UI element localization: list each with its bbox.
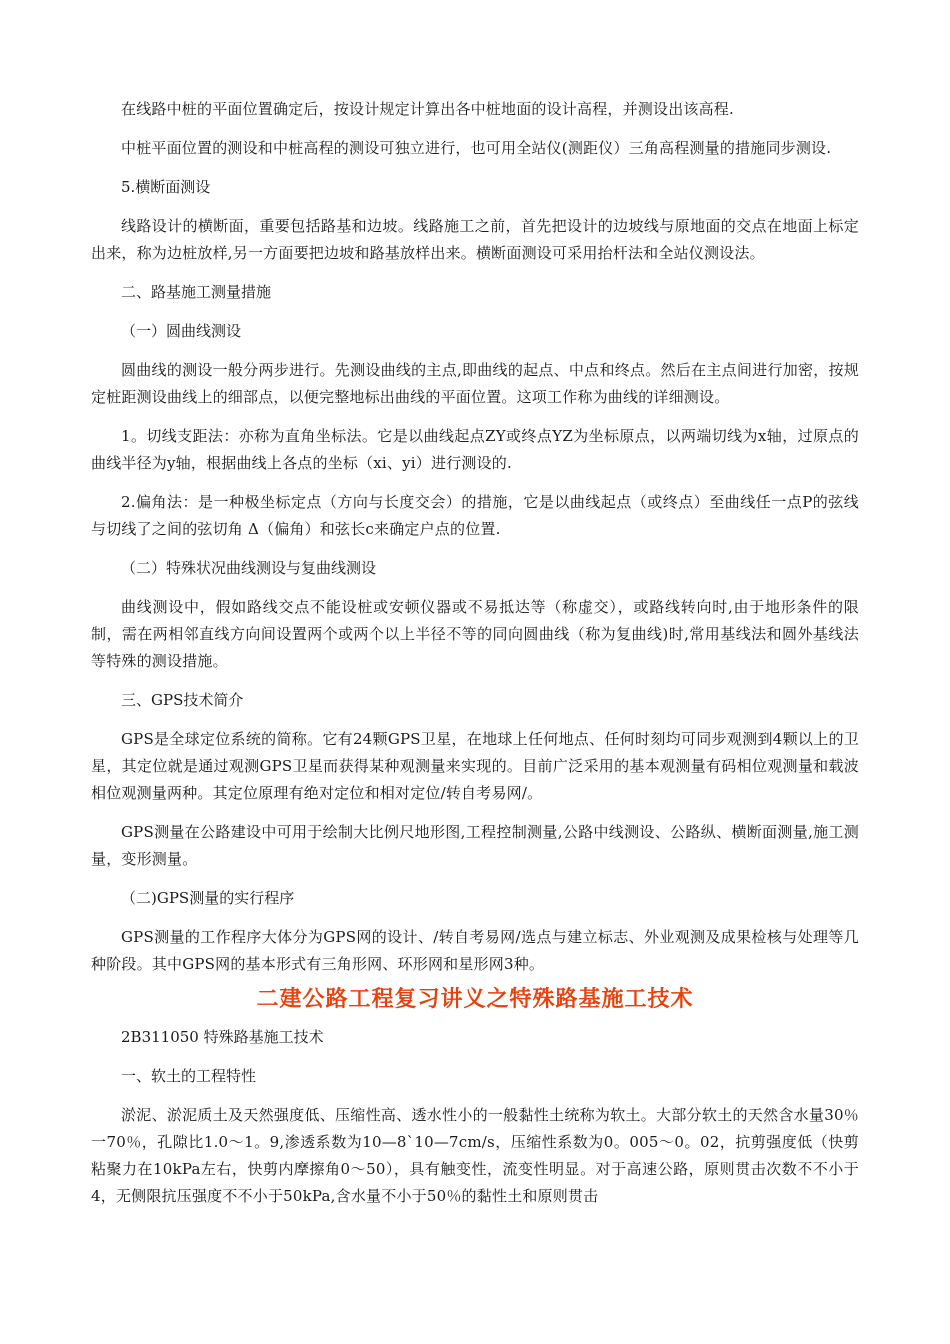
document-title: 二建公路工程复习讲义之特殊路基施工技术 <box>256 987 694 1012</box>
paragraph: 曲线测设中，假如路线交点不能设桩或安顿仪器或不易抵达等（称虚交），或路线转向时,由于地形条件的限制，需在两相邻直线方向间设置两个或两个以上半径不等的同向圆曲线（称为复曲线)时,常用基线法和圆外基线法等特殊的测设措施。 <box>91 598 859 670</box>
section-heading: （一）圆曲线测设 <box>121 322 242 340</box>
section-heading: 5.横断面测设 <box>121 178 211 196</box>
paragraph: 淤泥、淤泥质土及天然强度低、压缩性高、透水性小的一般黏性土统称为软土。大部分软土的天然含水量30％一70％，孔隙比1.0～1。9,渗透系数为10—8`10—7cm/s，压缩性系数为0。005～0。02，抗剪强度低（快剪粘聚力在10kPa左右，快剪内摩擦角0～50），具有触变性，流变性明显。对于高速公路，原则贯击次数不不小于4，无侧限抗压强度不不小于50kPa,含水量不小于50％的黏性土和原则贯击 <box>91 1106 859 1205</box>
paragraph: 1。切线支距法：亦称为直角坐标法。它是以曲线起点ZY或终点YZ为坐标原点，以两端切线为x轴，过原点的曲线半径为y轴，根据曲线上各点的坐标（xi、yi）进行测设的. <box>91 427 859 472</box>
paragraph: 线路设计的横断面，重要包括路基和边坡。线路施工之前，首先把设计的边坡线与原地面的交点在地面上标定出来，称为边桩放样,另一方面要把边坡和路基放样出来。横断面测设可采用抬杆法和全站仪测设法。 <box>91 217 859 262</box>
paragraph: 中桩平面位置的测设和中桩高程的测设可独立进行，也可用全站仪(测距仪）三角高程测量的措施同步测设. <box>121 139 832 157</box>
section-heading: 三、GPS技术简介 <box>121 691 244 709</box>
paragraph: GPS测量的工作程序大体分为GPS网的设计、/转自考易网/选点与建立标志、外业观测及成果检核与处理等几种阶段。其中GPS网的基本形式有三角形网、环形网和星形网3种。 <box>91 928 859 973</box>
paragraph: 2.偏角法：是一种极坐标定点（方向与长度交会）的措施，它是以曲线起点（或终点）至曲线任一点P的弦线与切线了之间的弦切角 Δ（偏角）和弦长c来确定户点的位置. <box>91 493 859 538</box>
section-heading: （二)GPS测量的实行程序 <box>121 889 295 907</box>
paragraph: GPS是全球定位系统的简称。它有24颗GPS卫星，在地球上任何地点、任何时刻均可同步观测到4颗以上的卫星，其定位就是通过观测GPS卫星而获得某种观测量来实现的。目前广泛采用的基本观测量有码相位观测量和载波相位观测量两种。其定位原理有绝对定位和相对定位/转自考易网/。 <box>91 730 859 802</box>
section-heading: （二）特殊状况曲线测设与复曲线测设 <box>121 559 377 577</box>
paragraph: GPS测量在公路建设中可用于绘制大比例尺地形图,工程控制测量,公路中线测设、公路纵、横断面测量,施工测量，变形测量。 <box>91 823 859 868</box>
section-heading: 一、软土的工程特性 <box>121 1067 257 1085</box>
paragraph: 在线路中桩的平面位置确定后，按设计规定计算出各中桩地面的设计高程，并测设出该高程. <box>121 100 734 118</box>
paragraph: 圆曲线的测设一般分两步进行。先测设曲线的主点,即曲线的起点、中点和终点。然后在主点间进行加密，按规定桩距测设曲线上的细部点，以便完整地标出曲线的平面位置。这项工作称为曲线的详细测设。 <box>91 361 859 406</box>
section-heading: 二、路基施工测量措施 <box>121 283 272 301</box>
section-heading: 2B311050 特殊路基施工技术 <box>121 1028 324 1046</box>
document-page <box>91 96 859 1222</box>
